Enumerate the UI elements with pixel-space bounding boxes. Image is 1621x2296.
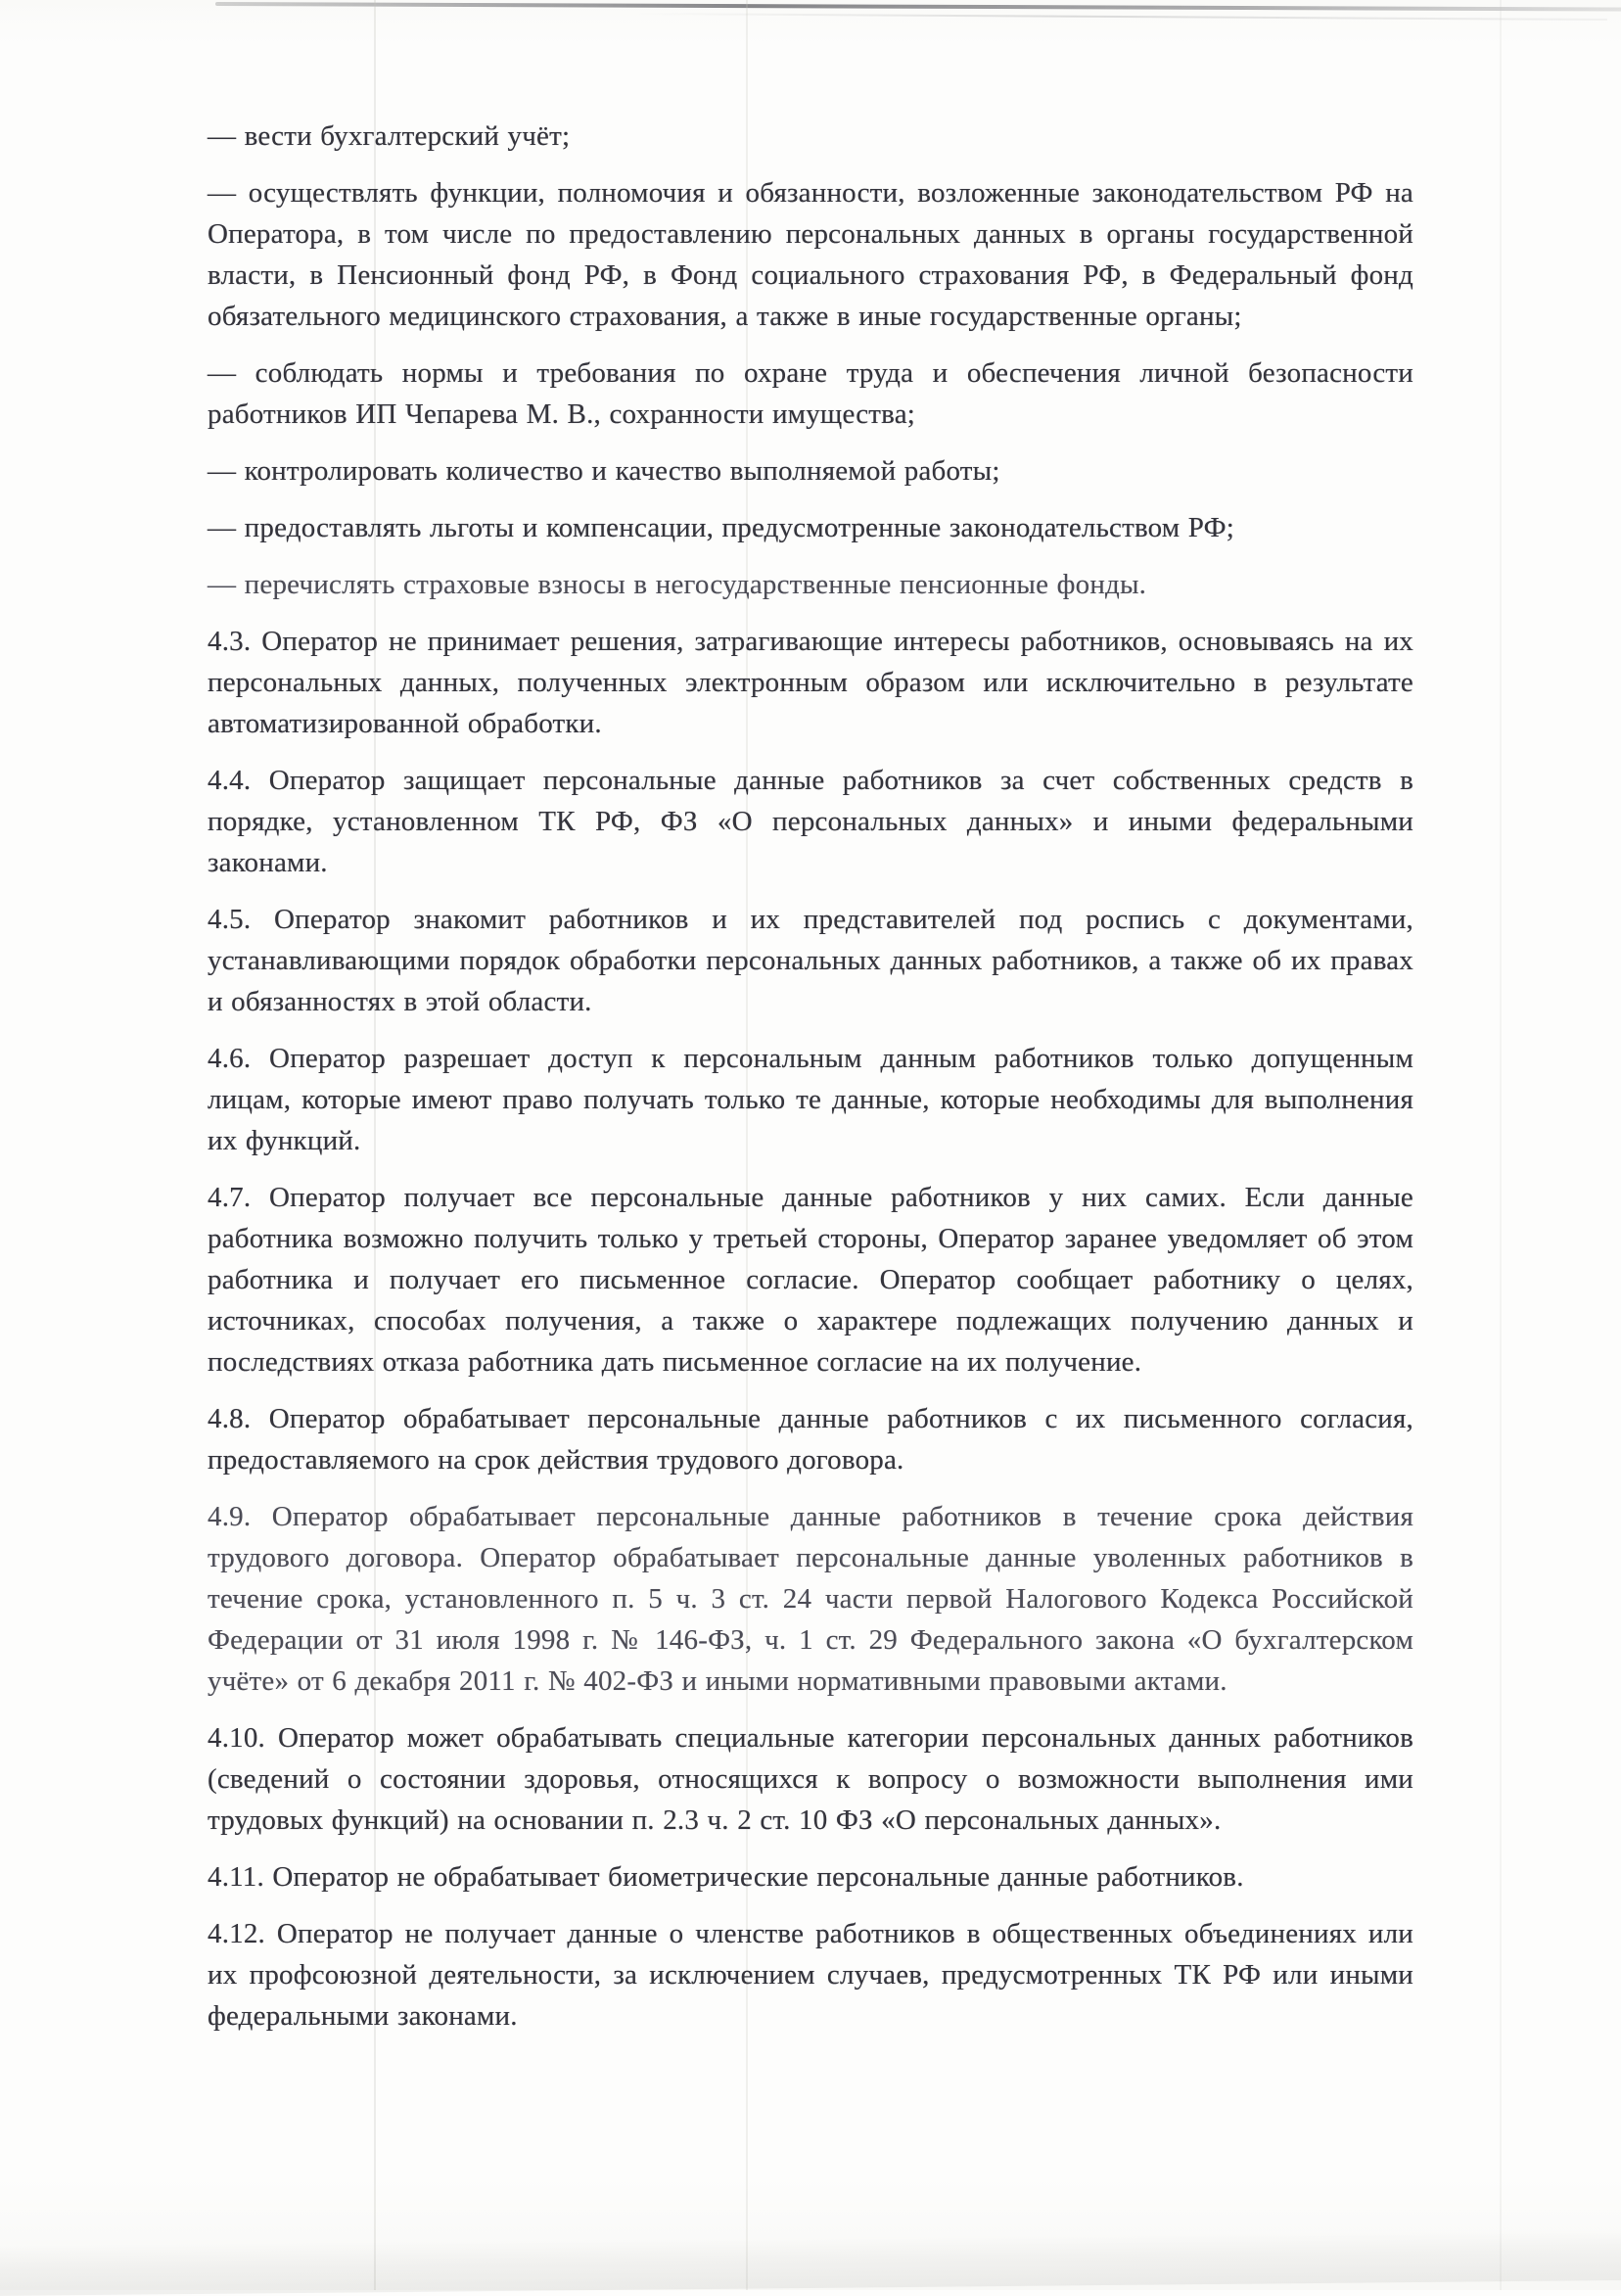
bullet-item-labor-safety: — соблюдать нормы и требования по охране труда и обеспечения личной безопасности работников ИП Чепарева М. В., сохранности имущества; xyxy=(208,357,1413,430)
clause-4-8: 4.8. Оператор обрабатывает персональные данные работников с их письменного согласия, предоставляемого на срок действия трудового договора. xyxy=(208,1403,1413,1476)
scan-bottom-shadow xyxy=(0,2229,1621,2296)
scan-top-edge-artifact-secondary xyxy=(636,13,1607,21)
scan-vertical-streak xyxy=(1500,0,1502,2290)
clause-4-12: 4.12. Оператор не получает данные о членстве работников в общественных объединениях или их профсоюзной деятельности, за исключением случаев, предусмотренных ТК РФ или иными федеральными законами. xyxy=(208,1918,1413,2032)
clause-4-6: 4.6. Оператор разрешает доступ к персональным данным работников только допущенным лицам, которые имеют право получать только те данные, которые необходимы для выполнения их функций. xyxy=(208,1043,1413,1156)
bullet-item-quality-control: — контролировать количество и качество выполняемой работы; xyxy=(208,455,1000,487)
bullet-item-pension-contributions: — перечислять страховые взносы в негосударственные пенсионные фонды. xyxy=(208,569,1147,600)
bullet-item-functions-duties: — осуществлять функции, полномочия и обязанности, возложенные законодательством РФ на Оператора, в том числе по предоставлению персональных данных в органы государственной власти, в Пенсионный фонд РФ, в Фонд социального страхования РФ, в Федеральный фонд обязательного медицинского страхования, а также в иные государственные органы; xyxy=(208,177,1413,332)
document-body xyxy=(208,116,1413,2052)
clause-4-5: 4.5. Оператор знакомит работников и их представителей под роспись с документами, устанавливающими порядок обработки персональных данных работников, а также об их правах и обязанностях в этой области. xyxy=(208,904,1413,1017)
bullet-item-accounting: — вести бухгалтерский учёт; xyxy=(208,120,571,152)
clause-4-11: 4.11. Оператор не обрабатывает биометрические персональные данные работников. xyxy=(208,1861,1244,1893)
clause-4-10: 4.10. Оператор может обрабатывать специальные категории персональных данных работников (сведений о состоянии здоровья, относящихся к вопросу о возможности выполнения ими трудовых функций) на основании п. 2.3 ч. 2 ст. 10 ФЗ «О персональных данных». xyxy=(208,1722,1413,1836)
clause-4-7: 4.7. Оператор получает все персональные данные работников у них самих. Если данные работника возможно получить только у третьей стороны, Оператор заранее уведомляет об этом работника и получает его письменное согласие. Оператор сообщает работнику о целях, источниках, способах получения, а также о характере подлежащих получению данных и последствиях отказа работника дать письменное согласие на их получение. xyxy=(208,1182,1413,1378)
clause-4-4: 4.4. Оператор защищает персональные данные работников за счет собственных средств в порядке, установленном ТК РФ, ФЗ «О персональных данных» и иными федеральными законами. xyxy=(208,765,1413,878)
scan-top-edge-artifact xyxy=(215,2,1621,12)
bullet-item-benefits: — предоставлять льготы и компенсации, предусмотренные законодательством РФ; xyxy=(208,512,1235,543)
clause-4-3: 4.3. Оператор не принимает решения, затрагивающие интересы работников, основываясь на их персональных данных, полученных электронным образом или исключительно в результате автоматизированной обработки. xyxy=(208,626,1413,739)
clause-4-9: 4.9. Оператор обрабатывает персональные данные работников в течение срока действия трудового договора. Оператор обрабатывает персональные данные уволенных работников в течение срока, установленного п. 5 ч. 3 ст. 24 части первой Налогового Кодекса Российской Федерации от 31 июля 1998 г. № 146-ФЗ, ч. 1 ст. 29 Федерального закона «О бухгалтерском учёте» от 6 декабря 2011 г. № 402-ФЗ и иными нормативными правовыми актами. xyxy=(208,1501,1413,1697)
